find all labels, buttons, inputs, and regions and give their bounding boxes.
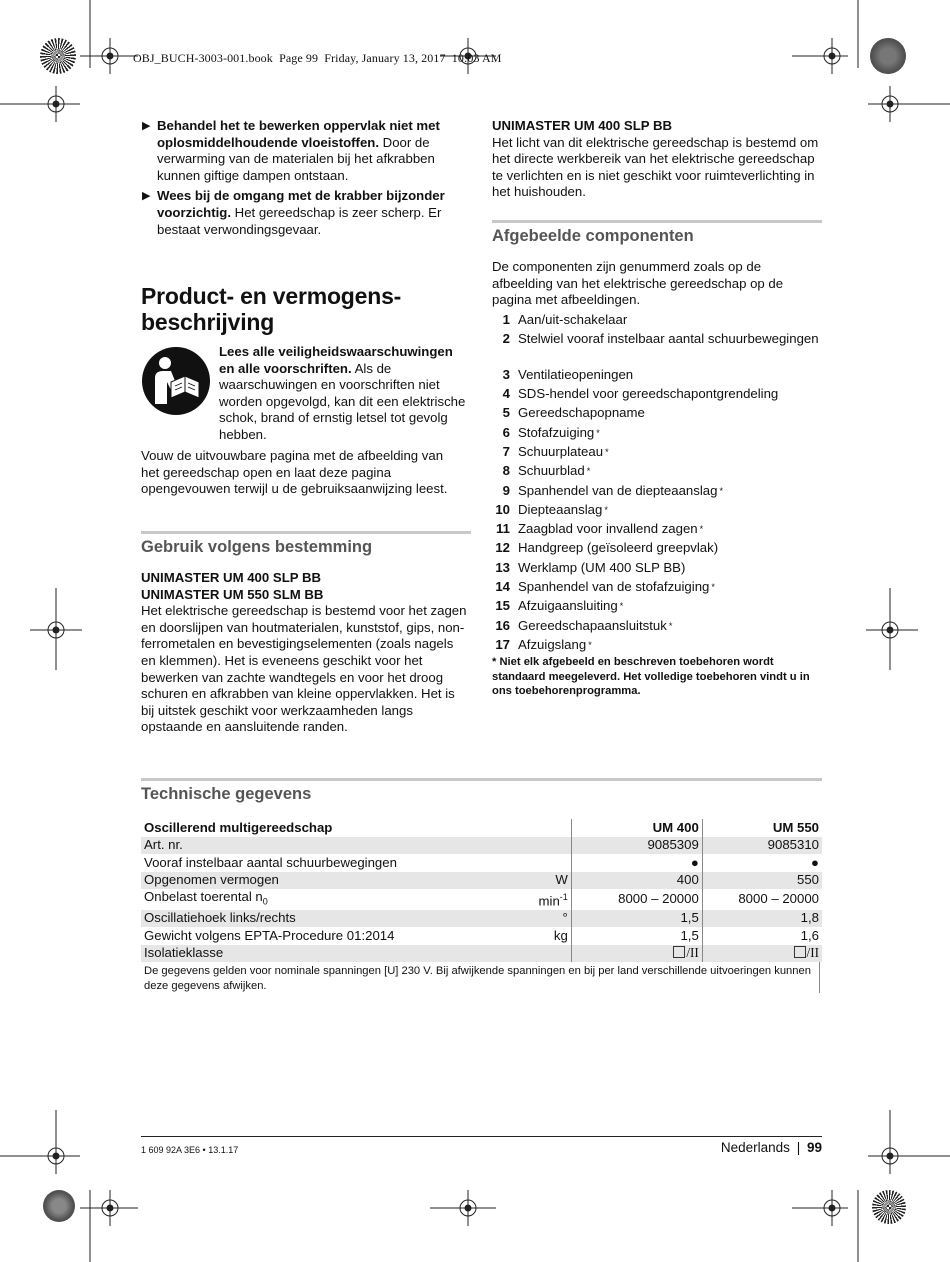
component-item: 9 Spanhendel van de diepteaanslag * [502, 482, 723, 498]
component-item: 3 Ventilatieopeningen [502, 366, 634, 382]
component-item: 6 Stofafzuiging * [502, 424, 600, 440]
components-list [492, 312, 822, 656]
component-item: 7 Schuurplateau * [502, 443, 609, 459]
usage-model-2: UNIMASTER UM 550 SLM BB [141, 586, 324, 602]
footer-separator: | [796, 1140, 801, 1155]
warning-bold: Lees alle veiligheidswaarschuwingen en alle voorschriften. [219, 344, 453, 376]
component-item: 16 Gereedschapaansluitstuk * [495, 617, 673, 633]
warning-text [219, 344, 471, 444]
component-item: 8 Schuurblad * [502, 463, 591, 479]
tech-table-wrap [141, 819, 822, 993]
footer-code: 1 609 92A 3E6 • 13.1.17 [141, 1145, 239, 1155]
tech-header-col2: UM 550 [702, 819, 822, 837]
table-row: Onbelast toerental $n_0$ $\min^{-1}$ 8000 – 20000 8000 – 20000 [141, 889, 822, 910]
component-item: 1 Aan/uit-schakelaar [502, 312, 628, 327]
lamp-text: Het licht van dit elektrische gereedschap is bestemd om het directe werkbereik van het elektrische gereedschap te verlichten en is niet geschikt voor ruimteverlichting in het huishouden. [492, 134, 819, 200]
tech-header-label: Oscillerend multigereedschap [144, 819, 333, 835]
lamp-model: UNIMASTER UM 400 SLP BB [492, 118, 673, 133]
footer-page-number: 99 [806, 1140, 822, 1155]
component-item: 10 Diepteaanslag * [495, 501, 608, 517]
component-item: 4 SDS-hendel voor gereedschapontgrendeling [502, 386, 779, 402]
tech-note: De gegevens gelden voor nominale spanningen [U] 230 V. Bij afwijkende spanningen en bij per land verschillende uitvoeringen kunnen deze gegevens afwijken. [141, 962, 820, 993]
fold-out-text: Vouw de uitvouwbare pagina met de afbeelding van het gereedschap open en laat deze pagina opengevouwen terwijl u de gebruiksaanwijzing leest. [141, 448, 448, 497]
component-item: 17 Afzuigslang * [495, 636, 592, 652]
component-item: 13 Werklamp (UM 400 SLP BB) [495, 559, 686, 575]
safety-bullet-2 [141, 188, 471, 238]
bullet-triangle-icon: ▶ [142, 190, 151, 203]
table-row: Gewicht volgens EPTA-Procedure 01:2014 kg 1,5 1,6 [141, 927, 822, 945]
component-item: 11 Zaagblad voor invallend zagen * [496, 521, 704, 537]
accessories-footnote: * Niet elk afgebeeld en beschreven toebehoren wordt standaard meegeleverd. Het volledige toebehoren vindt u in ons toebehorenprogramma. [492, 656, 810, 698]
bullet-triangle-icon: ▶ [142, 120, 151, 132]
footer-language: Nederlands [720, 1140, 790, 1155]
left-column [141, 118, 471, 242]
table-row: Isolatieklasse /II /II [141, 945, 822, 963]
double-insulation-icon [794, 946, 806, 958]
lamp-block [492, 118, 822, 201]
usage-block [141, 570, 469, 736]
product-title: Product- en vermogens-beschrijving [141, 283, 402, 335]
tech-heading: Technische gegevens [141, 778, 822, 804]
warning-body: Als de waarschuwingen en voorschriften niet worden opgevolgd, kan dit een elektrische schok, brand of ernstig letsel tot gevolg hebben. [219, 360, 466, 442]
bullet-text: Het gereedschap is zeer scherp. Er bestaat verwondingsgevaar. [157, 204, 442, 237]
bullet-text: Door de verwarming van de materialen bij het afkrabben kunnen giftige dampen ontstaan. [157, 134, 435, 183]
footer-rule [141, 1136, 822, 1137]
tech-table [141, 819, 822, 962]
book-header-line: OBJ_BUCH-3003-001.book Page 99 Friday, January 13, 2017 10:03 AM [133, 51, 502, 65]
components-intro: De componenten zijn genummerd zoals op de afbeelding van het elektrische gereedschap op de pagina met afbeeldingen. [492, 259, 784, 308]
table-row: Oscillatiehoek links/rechts ° 1,5 1,8 [141, 910, 822, 928]
table-row: Art. nr. 9085309 9085310 [141, 837, 822, 855]
tech-header-row [141, 819, 822, 837]
component-item: 12 Handgreep (geïsoleerd greepvlak) [495, 540, 719, 556]
component-item: 15 Afzuigaansluiting * [495, 598, 624, 614]
component-item: 5 Gereedschapopname [502, 405, 645, 421]
double-insulation-icon [673, 946, 685, 958]
component-item: 14 Spanhendel van de stofafzuiging * [495, 579, 715, 595]
table-row: Vooraf instelbaar aantal schuurbewegingen ● ● [141, 854, 822, 872]
safety-bullet-1 [141, 118, 471, 184]
bullet-bold-text: Wees bij de omgang met de krabber bijzonder voorzichtig. [157, 188, 445, 220]
table-row: Opgenomen vermogen W 400 550 [141, 872, 822, 890]
bullet-bold-text: Behandel het te bewerken oppervlak niet met oplosmiddelhoudende vloeistoffen. [157, 118, 440, 150]
components-heading: Afgebeelde componenten [492, 220, 822, 246]
usage-text: Het elektrische gereedschap is bestemd voor het zagen en doorslijpen van houtmaterialen, kunststof, gips, non-ferrometalen en bevestigingselementen (zoals nagels en klemmen). Het is eveneens geschikt voor het bewerken van zachte wandtegels en voor het droog schuren en afkrabben van kleine oppervlakken. Het is bij uitstek geschikt voor werkzaamheden langs opstaande en aansluitende randen. [141, 603, 467, 735]
footer-page [640, 1140, 822, 1155]
component-item: 2 Stelwiel vooraf instelbaar aantal schuurbewegingen [502, 331, 819, 347]
tech-header-col1: UM 400 [571, 819, 702, 837]
usage-model-1: UNIMASTER UM 400 SLP BB [141, 570, 322, 585]
read-manual-icon [141, 346, 211, 416]
usage-heading: Gebruik volgens bestemming [141, 531, 471, 557]
